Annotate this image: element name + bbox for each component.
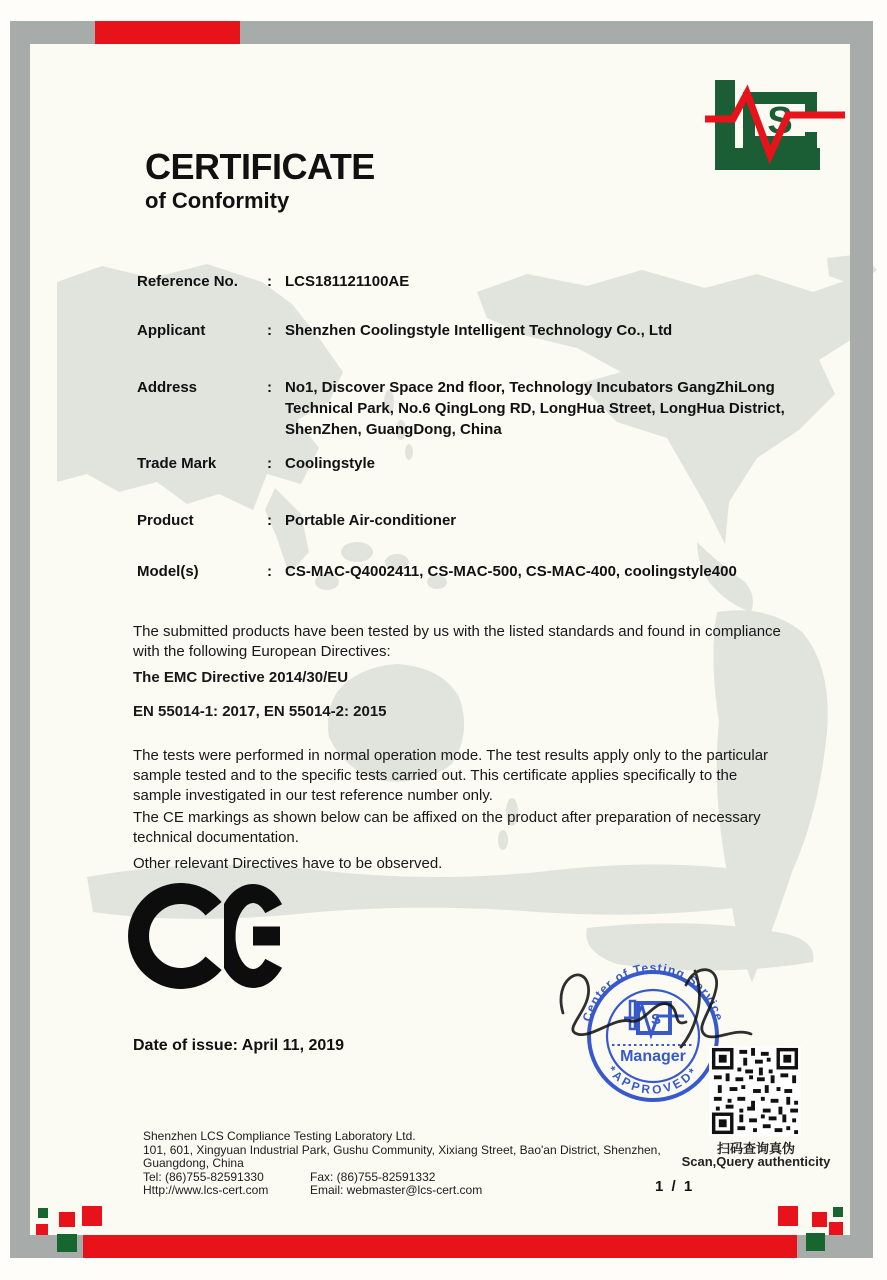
field-label: Address	[137, 379, 198, 396]
decorative-square	[812, 1212, 827, 1227]
lcs-logo	[705, 72, 860, 177]
field-row-product	[137, 510, 785, 531]
paragraph-other-directives: Other relevant Directives have to be observed.	[133, 855, 443, 872]
decorative-square	[829, 1222, 843, 1235]
field-value: Portable Air-conditioner	[285, 512, 457, 529]
decorative-square	[59, 1212, 75, 1227]
field-value	[285, 377, 785, 440]
stamp-ring-text-bottom: *APPROVED*	[604, 1063, 702, 1097]
decorative-square	[82, 1206, 102, 1226]
ce-mark-letter-e	[224, 883, 282, 989]
field-row-reference	[137, 271, 785, 292]
field-colon: :	[267, 379, 272, 396]
address-line: No1, Discover Space 2nd floor, Technology Incubators GangZhiLong	[285, 379, 775, 396]
field-colon: :	[267, 512, 272, 529]
field-label: Model(s)	[137, 563, 199, 580]
stamp-logo-letter: S	[650, 1011, 662, 1028]
signature	[545, 955, 755, 1050]
field-row-address	[137, 377, 785, 440]
paragraph-ce-markings: The CE markings as shown below can be affixed on the product after preparation of necessary technical documentation.	[133, 809, 761, 846]
decorative-square	[38, 1208, 48, 1218]
directive-line: The EMC Directive 2014/30/EU	[133, 669, 349, 686]
border-top-red-accent	[95, 21, 240, 44]
field-value: Coolingstyle	[285, 455, 376, 472]
decorative-square	[36, 1224, 48, 1235]
page-number: 1 / 1	[655, 1178, 695, 1195]
field-label: Reference No.	[137, 273, 238, 290]
stamp-ring-text-top: Center of Testing Service	[579, 961, 727, 1024]
field-row-models	[137, 561, 785, 582]
field-label: Product	[137, 512, 194, 529]
certificate-subtitle: of Conformity	[145, 188, 290, 213]
decorative-square	[778, 1206, 798, 1226]
field-label: Applicant	[137, 322, 206, 339]
footer-email: Email: webmaster@lcs-cert.com	[310, 1183, 483, 1197]
field-value: CS-MAC-Q4002411, CS-MAC-500, CS-MAC-400, coolingstyle400	[285, 563, 737, 580]
decorative-square	[833, 1207, 843, 1217]
paragraph-compliance: The submitted products have been tested by us with the listed standards and found in compliance with the following European Directives:	[133, 623, 781, 660]
address-line: ShenZhen, GuangDong, China	[285, 421, 502, 438]
footer-address-line1: 101, 601, Xingyuan Industrial Park, Gushu Community, Xixiang Street, Bao'an District, Shenzhen,	[143, 1142, 661, 1157]
footer-tel: Tel: (86)755-82591330	[143, 1169, 264, 1184]
stamp-role: Manager	[620, 1048, 686, 1065]
field-row-applicant	[137, 320, 785, 341]
footer-website: Http://www.lcs-cert.com	[143, 1183, 269, 1197]
decorative-square	[806, 1233, 825, 1251]
field-row-trademark	[137, 453, 785, 474]
logo-letter-s: S	[767, 100, 793, 142]
qr-code	[709, 1046, 801, 1136]
address-line: Technical Park, No.6 QingLong RD, LongHua Street, LongHua District,	[285, 400, 785, 417]
qr-caption-english: Scan,Query authenticity	[681, 1154, 831, 1169]
field-colon: :	[267, 455, 272, 472]
qr-caption-chinese: 扫码查询真伪	[716, 1141, 795, 1156]
paragraph-tests: The tests were performed in normal operation mode. The test results apply only to the particular sample tested and to the specific tests carried out. This certificate applies specifically to the sample investigated in our test reference number only.	[133, 747, 769, 804]
border-right	[850, 21, 873, 1258]
decorative-square	[57, 1234, 77, 1252]
field-colon: :	[267, 322, 272, 339]
border-bottom-red-accent	[83, 1235, 797, 1258]
field-colon: :	[267, 563, 272, 580]
border-left	[10, 21, 30, 1258]
footer	[143, 1130, 661, 1198]
footer-fax: Fax: (86)755-82591332	[310, 1169, 436, 1184]
footer-company: Shenzhen LCS Compliance Testing Laboratory Ltd.	[143, 1129, 416, 1143]
standards-line: EN 55014-1: 2017, EN 55014-2: 2015	[133, 703, 387, 720]
field-colon: :	[267, 273, 272, 290]
date-of-issue: Date of issue: April 11, 2019	[133, 1037, 345, 1054]
field-label: Trade Mark	[137, 455, 217, 472]
ce-mark-letter-c	[128, 883, 224, 989]
field-value: LCS181121100AE	[285, 273, 410, 290]
footer-address-line2: Guangdong, China	[143, 1156, 244, 1170]
certificate-title: CERTIFICATE	[145, 146, 375, 187]
field-value: Shenzhen Coolingstyle Intelligent Technology Co., Ltd	[285, 322, 673, 339]
